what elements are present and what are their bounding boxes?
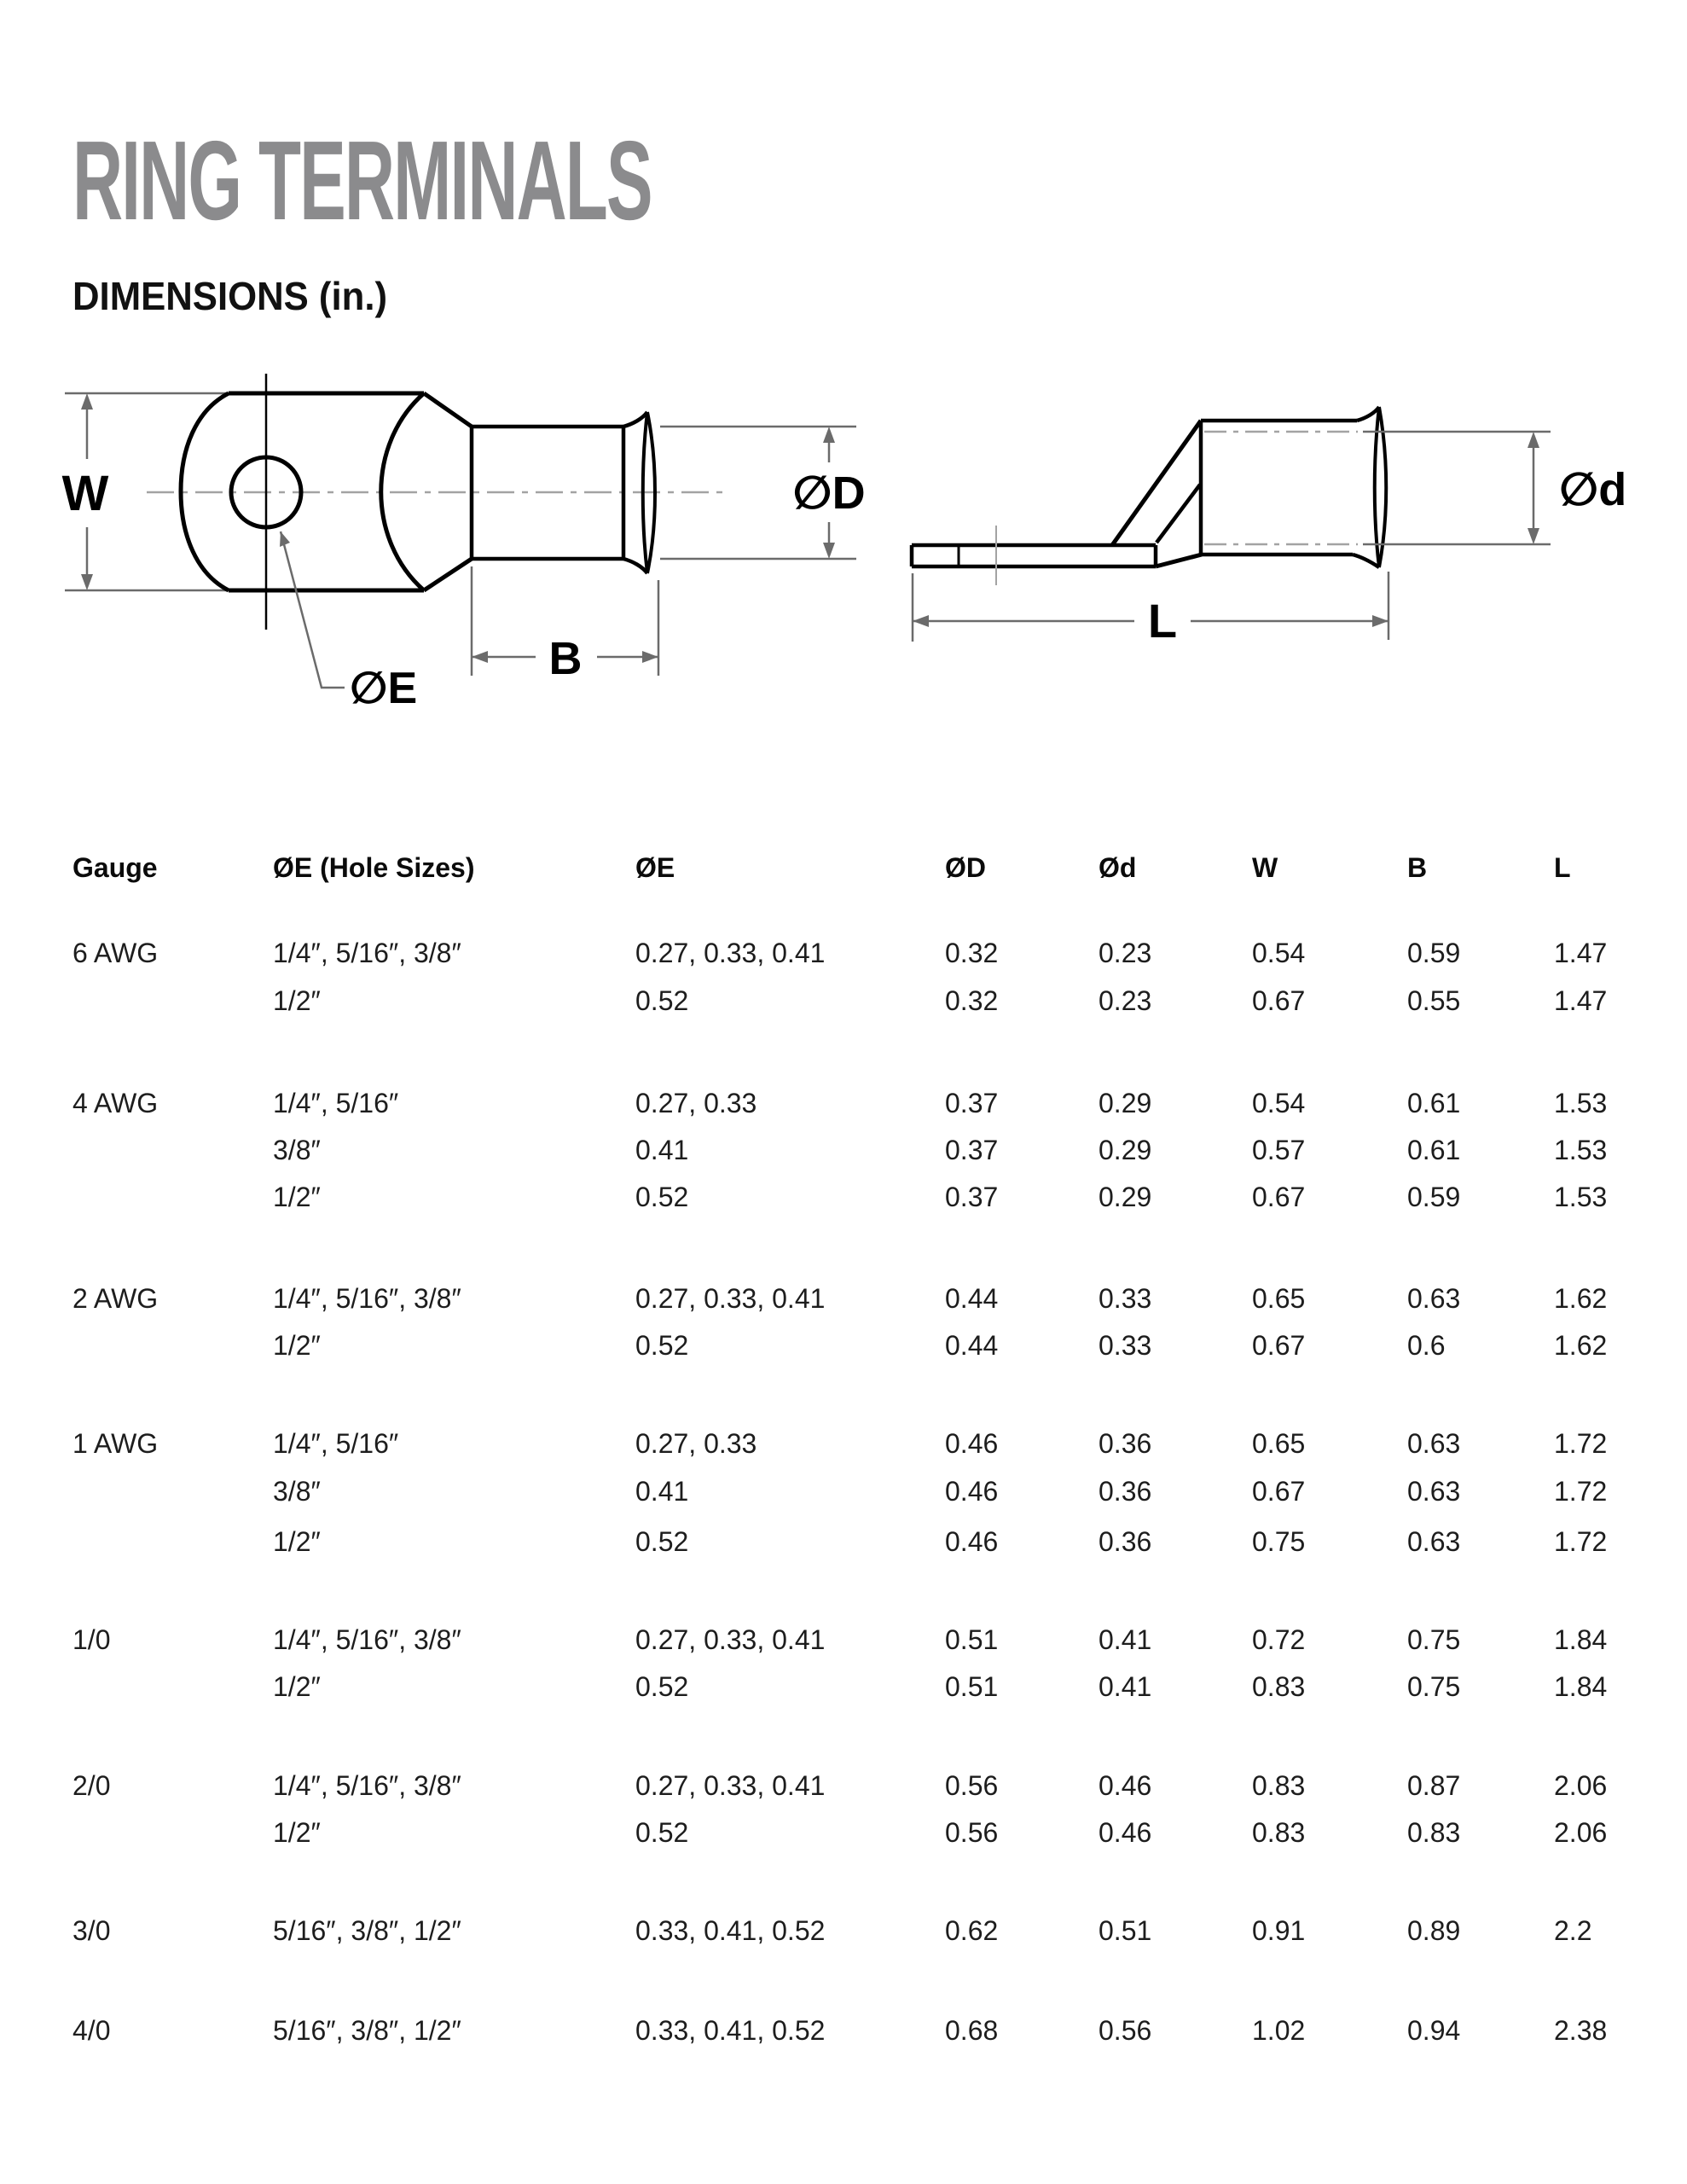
table-row: 1/2″ 0.52 0.37 0.29 0.67 0.59 1.53	[273, 1182, 1608, 1212]
dim-label-l: L	[1147, 594, 1178, 648]
table-row: 4 AWG 1/4″, 5/16″ 0.27, 0.33 0.37 0.29 0.54 0.61 1.53	[72, 1088, 1608, 1118]
table-row: 2 AWG 1/4″, 5/16″, 3/8″ 0.27, 0.33, 0.41 0.44 0.33 0.65 0.63 1.62	[72, 1283, 1608, 1314]
table-header-row	[0, 849, 1687, 886]
table-row: 1/2″ 0.52 0.46 0.36 0.75 0.63 1.72	[273, 1526, 1608, 1557]
ring-terminal-drawings	[0, 358, 1687, 768]
header-od-small: Ød	[1099, 852, 1137, 883]
header-b: B	[1407, 852, 1428, 883]
header-l: L	[1554, 852, 1571, 883]
table-row: 1/2″ 0.52 0.56 0.46 0.83 0.83 2.06	[273, 1817, 1608, 1848]
side-view-drawing	[912, 407, 1626, 648]
table-row: 3/0 5/16″, 3/8″, 1/2″ 0.33, 0.41, 0.52 0.62 0.51 0.91 0.89 2.2	[72, 1915, 1592, 1946]
table-row: 3/8″ 0.41 0.37 0.29 0.57 0.61 1.53	[273, 1135, 1608, 1165]
dim-label-odd: ∅d	[1559, 464, 1627, 515]
table-row: 1/2″ 0.52 0.32 0.23 0.67 0.55 1.47	[273, 985, 1608, 1016]
page-title: RING TERMINALS	[72, 118, 652, 243]
table-row: 1/2″ 0.52 0.44 0.33 0.67 0.6 1.62	[273, 1330, 1608, 1361]
dim-label-oe: ∅E	[350, 664, 418, 713]
dim-label-b: B	[548, 633, 583, 684]
table-row: 2/0 1/4″, 5/16″, 3/8″ 0.27, 0.33, 0.41 0.56 0.46 0.83 0.87 2.06	[72, 1770, 1608, 1801]
dim-label-w: W	[61, 466, 109, 521]
header-od: ØD	[945, 852, 986, 883]
header-oe: ØE	[635, 852, 675, 883]
table-row: 6 AWG 1/4″, 5/16″, 3/8″ 0.27, 0.33, 0.41 0.32 0.23 0.54 0.59 1.47	[72, 938, 1608, 968]
table-row: 1/0 1/4″, 5/16″, 3/8″ 0.27, 0.33, 0.41 0.51 0.41 0.72 0.75 1.84	[72, 1624, 1608, 1655]
dim-label-od: ∅D	[792, 468, 866, 519]
section-title-dimensions: DIMENSIONS (in.)	[72, 274, 388, 318]
table-row: 4/0 5/16″, 3/8″, 1/2″ 0.33, 0.41, 0.52 0.68 0.56 1.02 0.94 2.38	[72, 2015, 1608, 2046]
table-row: 1 AWG 1/4″, 5/16″ 0.27, 0.33 0.46 0.36 0.65 0.63 1.72	[72, 1428, 1608, 1459]
table-row: 3/8″ 0.41 0.46 0.36 0.67 0.63 1.72	[273, 1476, 1608, 1507]
top-view-drawing	[62, 374, 866, 713]
header-hole-sizes: ØE (Hole Sizes)	[273, 852, 475, 883]
table-row: 1/2″ 0.52 0.51 0.41 0.83 0.75 1.84	[273, 1671, 1608, 1702]
header-gauge: Gauge	[72, 852, 158, 883]
header-w: W	[1252, 852, 1278, 883]
